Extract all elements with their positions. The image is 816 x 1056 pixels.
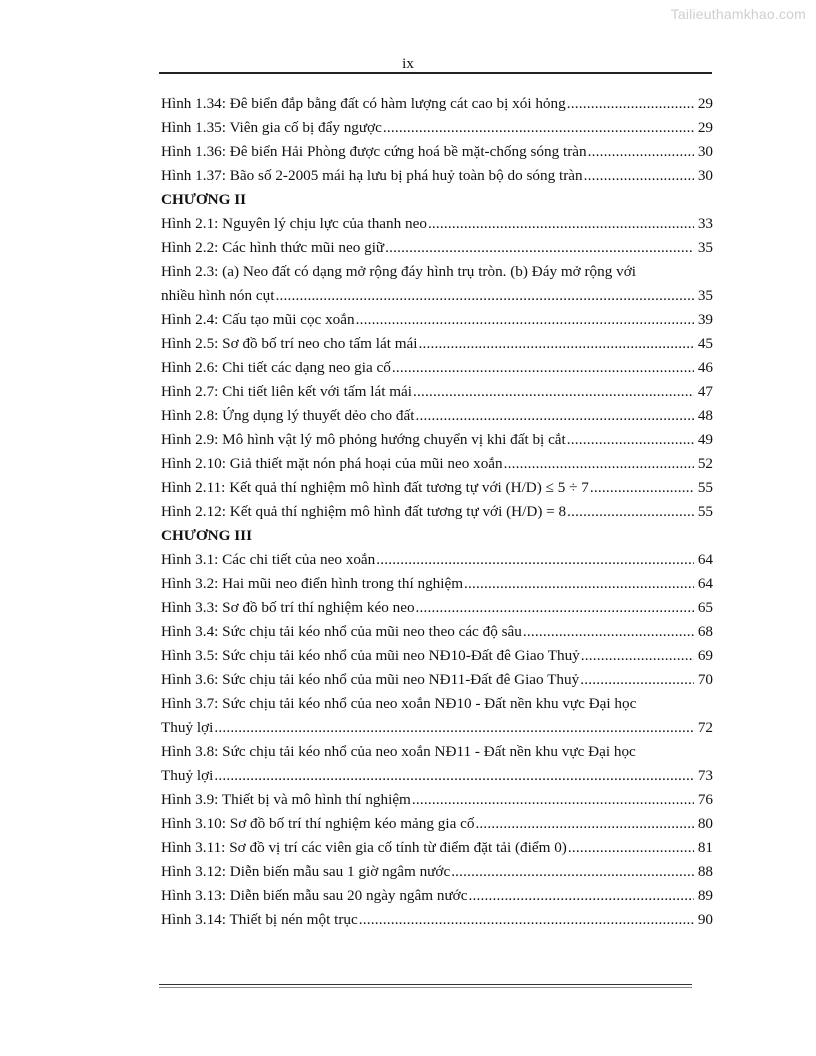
toc-entry-title: Hình 3.1: Các chi tiết của neo xoắn: [161, 551, 376, 568]
toc-entry-title: Hình 2.6: Chi tiết các dạng neo gia cố: [161, 359, 391, 376]
toc-entry[interactable]: [161, 332, 713, 356]
dot-leader: [413, 380, 694, 404]
dot-leader: [584, 164, 694, 188]
toc-entry[interactable]: [161, 236, 713, 260]
toc-entry-title: Hình 2.12: Kết quả thí nghiệm mô hình đất tương tự với (H/D) = 8: [161, 503, 567, 520]
toc-page-number: 68: [697, 623, 713, 640]
dot-leader: [385, 236, 694, 260]
toc-page-number: 30: [697, 167, 713, 184]
toc-page-number: 45: [697, 335, 713, 352]
dot-leader: [275, 284, 694, 308]
toc-entry-title: Thuỷ lợi: [161, 719, 214, 736]
toc-page-number: 30: [697, 143, 713, 160]
toc-entry-title: Hình 1.36: Đê biển Hải Phòng được cứng hoá bề mặt-chống sóng tràn: [161, 143, 587, 160]
toc-entry[interactable]: [161, 428, 713, 452]
toc-entry-title: Hình 3.2: Hai mũi neo điển hình trong thí nghiệm: [161, 575, 464, 592]
chapter-heading: CHƯƠNG III: [161, 527, 252, 544]
toc-entry-title: Hình 3.9: Thiết bị và mô hình thí nghiệm: [161, 791, 411, 808]
toc-entry[interactable]: [161, 92, 713, 116]
toc-page-number: 35: [697, 239, 713, 256]
dot-leader: [214, 764, 694, 788]
toc-entry-title: Hình 2.9: Mô hình vật lý mô phỏng hướng chuyển vị khi đất bị cắt: [161, 431, 566, 448]
toc-page-number: 39: [697, 311, 713, 328]
dot-leader: [451, 860, 694, 884]
toc-entry-title: Hình 3.7: Sức chịu tải kéo nhổ của neo xoắn NĐ10 - Đất nền khu vực Đại học: [161, 695, 637, 712]
footer-rule-secondary: [159, 987, 692, 988]
toc-page-number: 55: [697, 479, 713, 496]
toc-entry[interactable]: [161, 644, 713, 668]
dot-leader: [464, 572, 694, 596]
toc-page-number: 65: [697, 599, 713, 616]
toc-page-number: 72: [697, 719, 713, 736]
toc-entry[interactable]: [161, 668, 713, 692]
toc-page-number: 89: [697, 887, 713, 904]
toc-entry-title: Hình 3.5: Sức chịu tải kéo nhổ của mũi neo NĐ10-Đất đê Giao Thuỷ: [161, 647, 580, 664]
toc-entry[interactable]: [161, 308, 713, 332]
dot-leader: [418, 332, 694, 356]
dot-leader: [504, 452, 694, 476]
toc-entry[interactable]: [161, 476, 713, 500]
toc-entry[interactable]: [161, 884, 713, 908]
footer-rule: [159, 984, 692, 985]
toc-entry[interactable]: [161, 812, 713, 836]
toc-entry-title: Hình 2.3: (a) Neo đất có dạng mở rộng đáy hình trụ tròn. (b) Đáy mở rộng với: [161, 263, 636, 280]
toc-page-number: 81: [697, 839, 713, 856]
dot-leader: [416, 404, 695, 428]
toc-entry[interactable]: [161, 116, 713, 140]
toc-entry-title: Hình 2.1: Nguyên lý chịu lực của thanh neo: [161, 215, 427, 232]
toc-entry[interactable]: [161, 284, 713, 308]
toc-page-number: 55: [697, 503, 713, 520]
page-number: ix: [402, 56, 414, 72]
toc-entry-title: Hình 2.7: Chi tiết liên kết với tấm lát mái: [161, 383, 412, 400]
toc-entry[interactable]: [161, 164, 713, 188]
figure-list: [161, 92, 713, 932]
toc-entry-line: [161, 740, 713, 764]
toc-page-number: 47: [697, 383, 713, 400]
chapter-heading: CHƯƠNG II: [161, 191, 247, 208]
toc-entry-title: Hình 3.12: Diễn biến mẫu sau 1 giờ ngâm nước: [161, 863, 451, 880]
toc-entry-title: Hình 3.3: Sơ đồ bố trí thí nghiệm kéo neo: [161, 599, 415, 616]
toc-entry-title: Hình 3.4: Sức chịu tải kéo nhổ của mũi neo theo các độ sâu: [161, 623, 522, 640]
toc-entry-title: Hình 3.11: Sơ đồ vị trí các viên gia cố tính từ điểm đặt tải (điểm 0): [161, 839, 567, 856]
dot-leader: [359, 908, 694, 932]
toc-page-number: 90: [697, 911, 713, 928]
toc-entry-line: [161, 692, 713, 716]
toc-entry-line: [161, 260, 713, 284]
toc-page-number: 80: [697, 815, 713, 832]
toc-page-number: 69: [697, 647, 713, 664]
toc-entry[interactable]: [161, 404, 713, 428]
toc-page-number: 29: [697, 119, 713, 136]
toc-page-number: 49: [697, 431, 713, 448]
toc-entry[interactable]: [161, 452, 713, 476]
toc-entry[interactable]: [161, 788, 713, 812]
toc-entry[interactable]: [161, 356, 713, 380]
toc-page-number: 33: [697, 215, 713, 232]
toc-entry-title: Hình 2.10: Giả thiết mặt nón phá hoại của mũi neo xoắn: [161, 455, 503, 472]
toc-entry-title: Hình 3.14: Thiết bị nén một trục: [161, 911, 358, 928]
dot-leader: [523, 620, 694, 644]
toc-page-number: 76: [697, 791, 713, 808]
toc-entry-title: Hình 2.5: Sơ đồ bố trí neo cho tấm lát mái: [161, 335, 418, 352]
toc-entry[interactable]: [161, 860, 713, 884]
toc-entry-title: Hình 2.4: Cấu tạo mũi cọc xoắn: [161, 311, 355, 328]
watermark-text: Tailieuthamkhao.com: [670, 6, 806, 22]
toc-entry-title: Hình 2.2: Các hình thức mũi neo giữ: [161, 239, 385, 256]
dot-leader: [468, 884, 694, 908]
toc-entry[interactable]: [161, 500, 713, 524]
dot-leader: [392, 356, 694, 380]
toc-entry-title: Hình 2.11: Kết quả thí nghiệm mô hình đất tương tự với (H/D) ≤ 5 ÷ 7: [161, 479, 589, 496]
toc-entry-title: Hình 3.6: Sức chịu tải kéo nhổ của mũi neo NĐ11-Đất đê Giao Thuỷ: [161, 671, 580, 688]
dot-leader: [356, 308, 694, 332]
dot-leader: [567, 92, 694, 116]
toc-entry-title: Hình 1.37: Bão số 2-2005 mái hạ lưu bị phá huỷ toàn bộ do sóng tràn: [161, 167, 583, 184]
toc-page-number: 48: [697, 407, 713, 424]
dot-leader: [580, 668, 694, 692]
dot-leader: [588, 140, 694, 164]
toc-entry-title: nhiều hình nón cụt: [161, 287, 275, 304]
toc-page-number: 88: [697, 863, 713, 880]
dot-leader: [590, 476, 694, 500]
toc-entry[interactable]: [161, 548, 713, 572]
toc-page-number: 52: [697, 455, 713, 472]
dot-leader: [214, 716, 694, 740]
dot-leader: [412, 788, 694, 812]
toc-page-number: 70: [697, 671, 713, 688]
toc-page-number: 35: [697, 287, 713, 304]
toc-entry-title: Hình 2.8: Ứng dụng lý thuyết dẻo cho đất: [161, 407, 415, 424]
toc-entry-title: Hình 3.10: Sơ đồ bố trí thí nghiệm kéo mảng gia cố: [161, 815, 475, 832]
toc-entry-title: Thuỷ lợi: [161, 767, 214, 784]
toc-entry-title: Hình 1.35: Viên gia cố bị đẩy ngược: [161, 119, 382, 136]
toc-entry[interactable]: [161, 380, 713, 404]
toc-entry[interactable]: [161, 836, 713, 860]
toc-entry[interactable]: [161, 620, 713, 644]
dot-leader: [567, 428, 694, 452]
dot-leader: [567, 500, 694, 524]
dot-leader: [376, 548, 694, 572]
toc-entry-title: Hình 3.13: Diễn biến mẫu sau 20 ngày ngâm nước: [161, 887, 468, 904]
toc-page-number: 64: [697, 575, 713, 592]
dot-leader: [428, 212, 694, 236]
toc-page-number: 29: [697, 95, 713, 112]
toc-entry[interactable]: [161, 212, 713, 236]
dot-leader: [416, 596, 694, 620]
toc-entry[interactable]: [161, 596, 713, 620]
toc-entry-title: Hình 1.34: Đê biển đắp bằng đất có hàm lượng cát cao bị xói hỏng: [161, 95, 566, 112]
toc-entry[interactable]: [161, 908, 713, 932]
dot-leader: [383, 116, 694, 140]
toc-entry[interactable]: [161, 716, 713, 740]
toc-entry[interactable]: [161, 140, 713, 164]
dot-leader: [568, 836, 694, 860]
toc-page-number: 64: [697, 551, 713, 568]
header-rule: [159, 72, 712, 74]
toc-page-number: 73: [697, 767, 713, 784]
toc-entry[interactable]: [161, 572, 713, 596]
toc-page-number: 46: [697, 359, 713, 376]
toc-entry[interactable]: [161, 764, 713, 788]
dot-leader: [475, 812, 694, 836]
toc-entry-title: Hình 3.8: Sức chịu tải kéo nhổ của neo xoắn NĐ11 - Đất nền khu vực Đại học: [161, 743, 636, 760]
dot-leader: [581, 644, 694, 668]
